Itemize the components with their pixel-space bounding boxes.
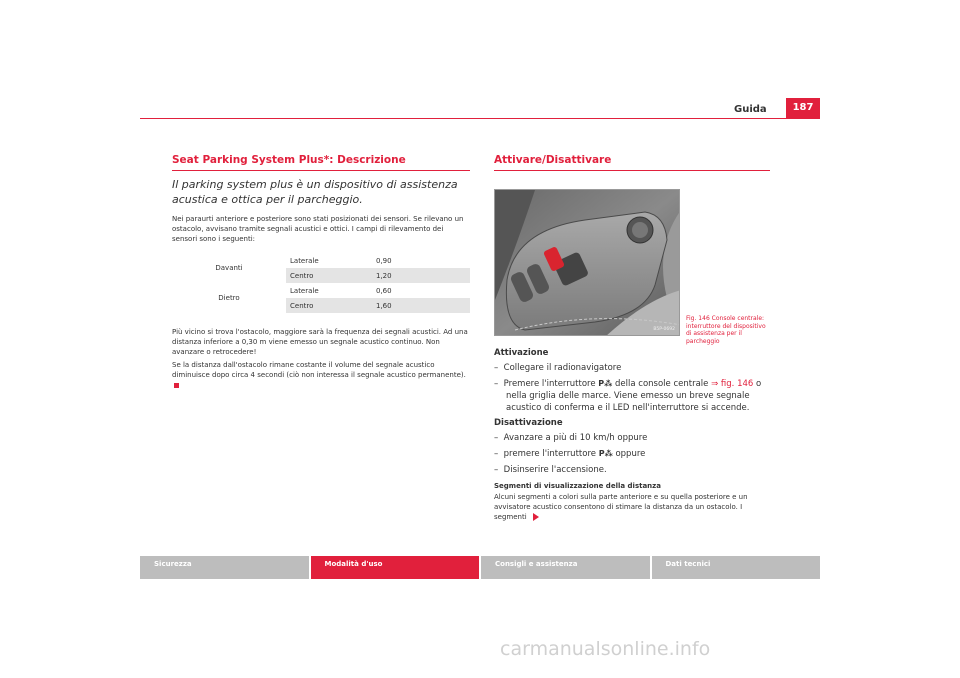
table-cell-value: 1,20 (376, 268, 470, 283)
dash: – (494, 449, 499, 459)
table-row (172, 283, 470, 298)
deactivation-step-1-text: Avanzare a più di 10 km/h oppure (503, 433, 648, 443)
figure-caption: Fig. 146 Console centrale: interruttore del dispositivo di assistenza per il parcheggio (686, 315, 766, 345)
activation-block (494, 348, 770, 414)
deactivation-step-2-text-a: premere l'interruttore (503, 449, 596, 459)
section-heading-description: Seat Parking System Plus*: Descrizione (172, 154, 470, 171)
segments-text-body: Alcuni segmenti a colori sulla parte anteriore e su quella posteriore e un avvisatore acustico consentono di stimare la distanza da un ostacolo. I segmenti (494, 493, 748, 521)
footer-tab-operation[interactable]: Modalità d'uso (311, 556, 480, 579)
table-group-front: Davanti (215, 264, 243, 272)
parking-switch-icon (599, 449, 613, 458)
table-cell-position: Centro (286, 268, 376, 283)
footer-tab-safety[interactable]: Sicurezza (140, 556, 309, 579)
console-switch-photo (494, 189, 680, 336)
header-rule (140, 118, 820, 119)
parking-icon-sub: ⁂ (604, 449, 613, 458)
activation-title: Attivazione (494, 348, 549, 358)
dash: – (494, 379, 499, 389)
activation-step-2-text-b: della console centrale (615, 379, 709, 389)
parking-icon-glyph: P (598, 449, 605, 458)
activation-step-1-text: Collegare il radionavigatore (503, 363, 622, 373)
segments-title: Segmenti di visualizzazione della distanza (494, 482, 661, 490)
footer-tab-advice[interactable]: Consigli e assistenza (481, 556, 650, 579)
paragraph-frequency: Più vicino si trova l'ostacolo, maggiore sarà la frequenza dei segnali acustici. Ad una distanza inferiore a 0,30 m viene emesso un segnale acustico continuo. Non avanzare o retrocedere! (172, 328, 468, 356)
figure-146 (494, 177, 770, 345)
right-column (494, 154, 770, 525)
paragraph-volume (172, 360, 470, 390)
deactivation-step-2-text-b: oppure (615, 449, 646, 459)
section-heading-activate: Attivare/Disattivare (494, 154, 770, 171)
segments-text (494, 492, 770, 522)
console-illustration (495, 190, 680, 336)
figure-ref-arrow: ⇒ (711, 379, 719, 389)
activation-step-1 (494, 362, 770, 374)
watermark: carmanualsonline.info (500, 638, 711, 660)
figure-code: B5P-0692 (653, 327, 675, 332)
table-cell-value: 1,60 (376, 298, 470, 313)
parking-icon-glyph: P (598, 379, 605, 388)
activation-step-2-text-a: Premere l'interruttore (503, 379, 596, 389)
dash: – (494, 465, 499, 475)
table-group-rear: Dietro (218, 294, 240, 302)
deactivation-step-3 (494, 464, 770, 476)
table-row (172, 253, 470, 268)
detection-range-table (172, 253, 470, 313)
table-cell-value: 0,60 (376, 286, 392, 295)
header-title: Guida (734, 104, 767, 115)
deactivation-block (494, 418, 770, 476)
paragraph-volume-text: Se la distanza dall'ostacolo rimane costante il volume del segnale acustico diminuisce dopo circa 4 secondi (ciò non interessa il segnale acustico permanente). (172, 361, 466, 379)
activation-step-2 (494, 378, 770, 414)
table-cell-position: Laterale (290, 256, 319, 265)
deactivation-step-3-text: Disinserire l'accensione. (503, 465, 607, 475)
footer-nav (140, 556, 820, 579)
paragraph-sensors: Nei paraurti anteriore e posteriore sono stati posizionati dei sensori. Se rilevano un ostacolo, avvisano tramite segnali acustici e ottici. I campi di rilevamento dei sensori sono i seguenti: (172, 215, 464, 243)
footer-tab-technical[interactable]: Dati tecnici (652, 556, 821, 579)
table-cell-position: Centro (286, 298, 376, 313)
deactivation-step-2 (494, 448, 770, 460)
left-column (172, 154, 470, 393)
table-cell-position: Laterale (290, 286, 319, 295)
parking-switch-icon (598, 379, 612, 388)
dash: – (494, 363, 499, 373)
table-cell-value: 0,90 (376, 256, 392, 265)
intro-text: Il parking system plus è un dispositivo di assistenza acustica e ottica per il parcheggio. (172, 178, 458, 206)
deactivation-step-1 (494, 432, 770, 444)
parking-icon-sub: ⁂ (604, 379, 613, 388)
deactivation-title: Disattivazione (494, 418, 563, 428)
dash: – (494, 433, 499, 443)
figure-ref-link[interactable]: fig. 146 (720, 379, 754, 389)
activation-step-2-text-c: o nella griglia delle marce. Viene emesso un breve segnale acustico di conferma e il LED nell'interruttore si accende. (506, 379, 762, 413)
end-of-section-marker (174, 383, 179, 388)
continue-arrow-icon (533, 513, 539, 521)
page-number: 187 (786, 98, 820, 118)
